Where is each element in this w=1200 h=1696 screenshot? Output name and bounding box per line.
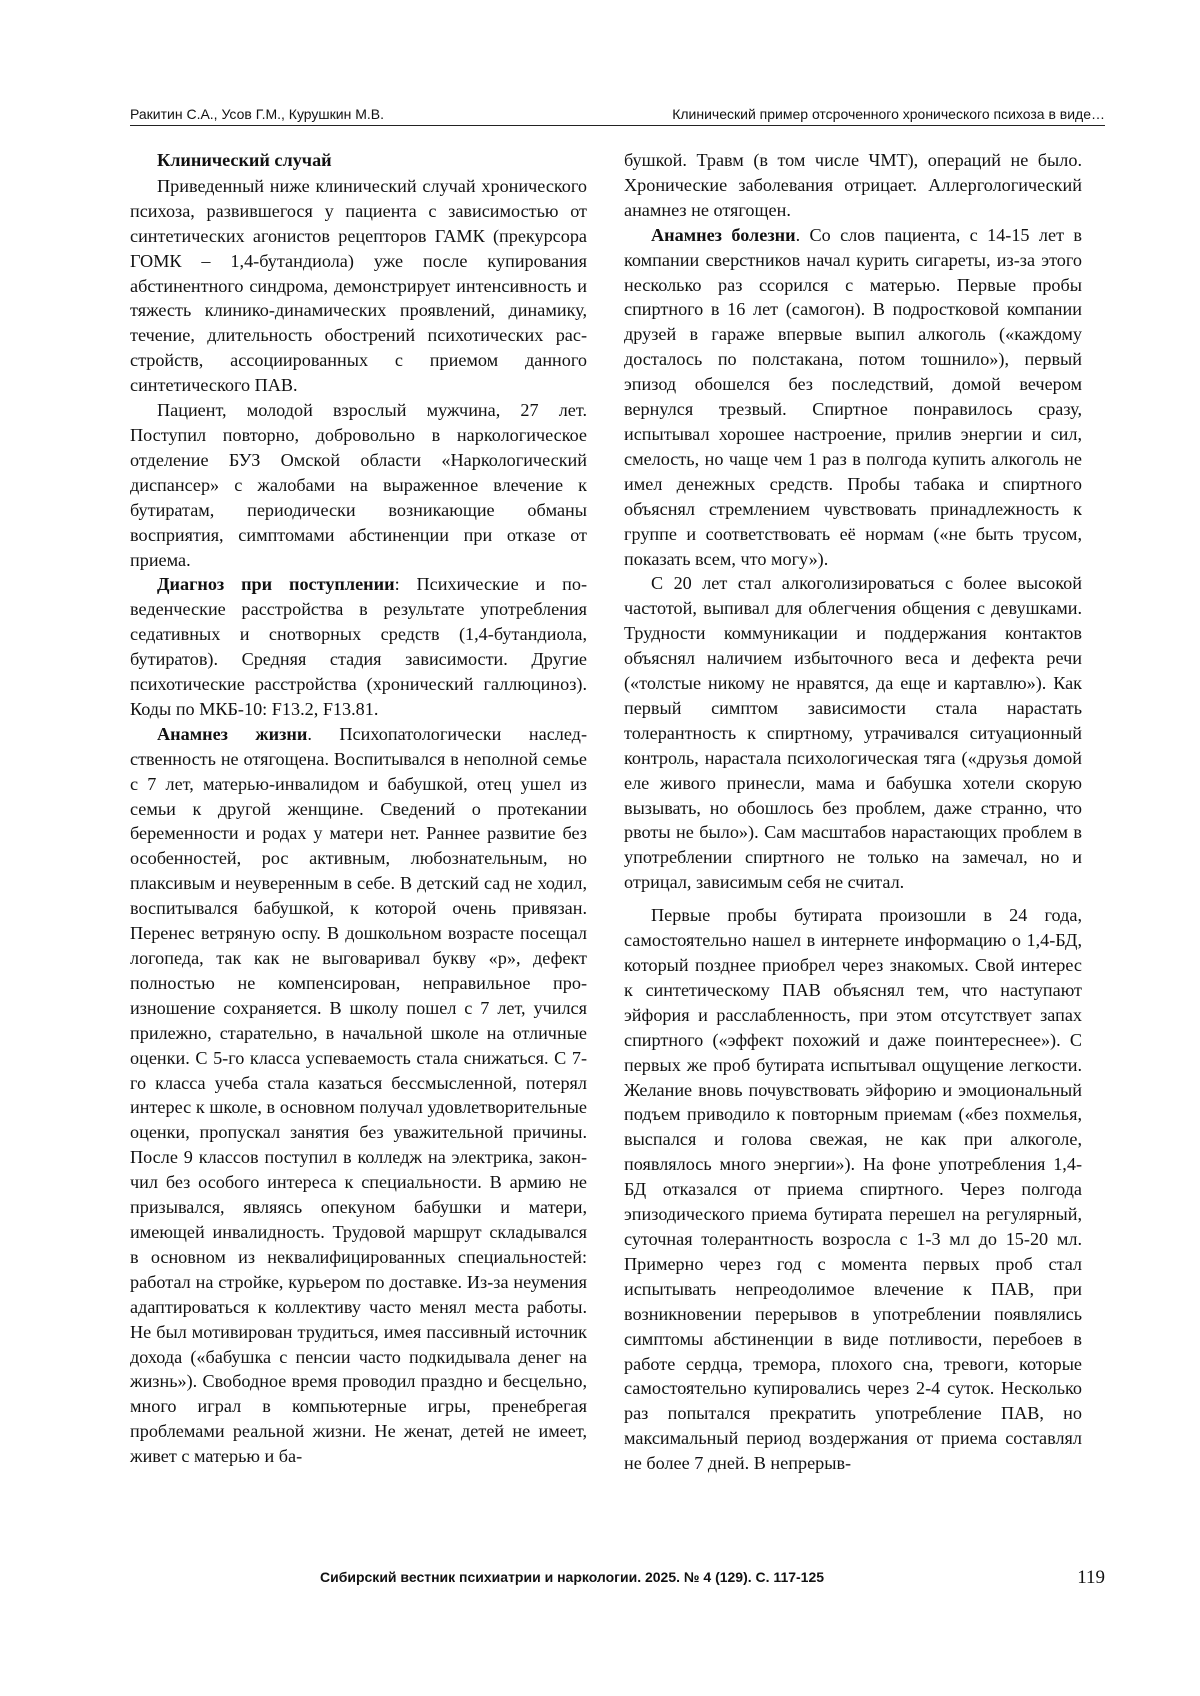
paragraph-butyrate: Первые пробы бутирата произошли в 24 года, самостоятельно нашел в интернете информацию о 1,4-БД, который позднее приобрел через знакомых. Свой интерес к синтетическому ПАВ объяснял тем, что наступают эйфория и расслабленность, при этом отсутствует запах спиртного («эффект похожий и даже поинтереснее»). С первых же проб бутирата испытывал ощущение легкости. Желание вновь почувствовать эйфорию и эмоциональный подъем приводило к повторным приемам («без похмелья, выспался и голова свежая, не как при алкоголе, появлялось много энергии»). На фоне употребления 1,4-БД отказался от приема спиртного. Через полгода эпизодического приема бутирата перешел на регулярный, суточная толерантность возросла с 1-3 мл до 15-20 мл. Примерно через год с момента первых проб стал испытывать непреодолимое влечение к ПАВ, при возникновении перерывов в употреблении появлялись симптомы абстиненции в виде потливости, перебоев в работе сердца, тремора, плохого сна, тревоги, которые самостоятельно купировались через 2-4 суток. Несколько раз попытался прекратить употребление ПАВ, но максимальный период воздержания от приема составлял не более 7 дней. В непрерыв- bbox=[624, 905, 1082, 1474]
paragraph-case-intro: Приведенный ниже клинический случай хронического психоза, развившегося у пациента с зависимостью от синтетических агонистов рецепторов ГАМК (прекурсора ГОМК – 1,4-бутандиола) уже после купирования абстинентного синдрома, демонстрирует интенсивность и тяжесть клинико-динамических проявлений, динамику, течение, длительность обострений психотических расстройств, ассоциированных с приемом данного синтетического ПАВ. bbox=[130, 175, 587, 396]
paragraph-alcohol: С 20 лет стал алкоголизироваться с более высокой частотой, выпивал для облегчения общения с девушками. Трудности коммуникации и поддержания контактов объяснял наличием избыточного веса и дефекта речи («толстые никому не нравятся, да еще и картавлю»). Как первый симптом зависимости стала нарастать толерантность к спиртному, утрачивался ситуационный контроль, нарастала психологическая тяга («друзья домой еле живого принесли, мама и бабушка хотели скорую вызывать, но обошлось без проблем, даже странно, что рвоты не было»). Сам масштабов нарастающих проблем в употреблении спиртного не только на замечал, но и отрицал, зависимым себя не считал. bbox=[624, 573, 1082, 893]
page-number: 119 bbox=[1077, 1567, 1105, 1588]
paragraph-continuation: бушкой. Травм (в том числе ЧМТ), операций не было. Хронические заболевания отрицает. Аллергологический анамнез не отягощен. bbox=[624, 150, 1082, 220]
diagnosis-text: : Психические и поведенческие расстройства в результате употребления седативных и снотворных средств (1,4-бутандиола, бутиратов). Средняя стадия зависимости. Другие психотические расстройства (хронический галлюциноз). Коды по МКБ-10: F13.2, F13.81. bbox=[130, 574, 587, 719]
life-history-text: . Психопатологически наследственность не отягощена. Воспитывался в неполной семье с 7 лет, матерью-инвалидом и бабушкой, отец ушел из семьи к другой женщине. Сведений о протекании беременности и родах у матери нет. Раннее развитие без особенностей, рос активным, любознательным, но плаксивым и неуверенным в себе. В детский сад не ходил, воспитывался бабушкой, к которой очень привязан. Перенес ветряную оспу. В дошкольном возрасте посещал логопеда, так как не выговаривал букву «р», дефект полностью не компенсирован, неправильное произношение сохраняется. В школу пошел с 7 лет, учился прилежно, старательно, в начальной школе на отличные оценки. С 5-го класса успеваемость стала снижаться. С 7-го класса учеба стала казаться бессмысленной, потерял интерес к школе, в основном получал удовлетворительные оценки, пропускал занятия без уважительной причины. После 9 классов поступил в колледж на электрика, закончил без особого интереса к специальности. В армию не призывался, являясь опекуном бабушки и матери, имеющей инвалидность. Трудовой маршрут складывался в основном из неквалифицированных специальностей: работал на стройке, курьером по доставке. Из-за неумения адаптироваться к коллективу часто менял места работы. Не был мотивирован трудиться, имея пассивный источник дохода («бабушка с пенсии часто подкидывала денег на жизнь»). Свободное время проводил праздно и бесцельно, много играл в компьютерные игры, пренебрегая проблемами реальной жизни. Не женат, детей не имеет, живет с матерью и ба- bbox=[130, 723, 587, 1467]
disease-history-text: . Со слов пациента, с 14-15 лет в компании сверстников начал курить сигареты, из-за этого несколько раз ссорился с матерью. Первые пробы спиртного в 16 лет (самогон). В подростковой компании друзей в гараже впервые выпил алкоголь («каждому досталось по полстакана, потом тошнило»), первый эпизод обошелся без последствий, домой вечером вернулся трезвый. Спиртное понравилось сразу, испытывал хорошее настроение, прилив энергии и сил, смелость, но чаще чем 1 раз в полгода купить алкоголь не имел денежных средств. Пробы табака и спиртного объяснял стремлением чувствовать принадлежность к группе и соответствовать её нормам («не быть трусом, показать всем, что могу»). bbox=[624, 224, 1082, 569]
paragraph-disease-history bbox=[624, 223, 1082, 572]
life-history-lead: Анамнез жизни bbox=[157, 723, 308, 744]
paragraph-life-history bbox=[130, 722, 587, 1469]
right-column bbox=[624, 148, 1082, 1476]
disease-history-lead: Анамнез болезни bbox=[651, 224, 796, 245]
left-column bbox=[130, 148, 587, 1469]
running-header bbox=[130, 103, 1105, 126]
diagnosis-lead: Диагноз при поступлении bbox=[157, 574, 395, 595]
paragraph-patient: Пациент, молодой взрослый мужчина, 27 лет. Поступил повторно, добровольно в наркологическое отделение БУЗ Омской области «Наркологический диспансер» с жалобами на выраженное влечение к бутиратам, периодически возникающие обманы восприятия, симптомами абстиненции при отказе от приема. bbox=[130, 400, 587, 570]
section-heading: Клинический случай bbox=[157, 150, 332, 170]
header-article-title: Клинический пример отсроченного хронического психоза в виде… bbox=[672, 106, 1105, 122]
journal-citation: Сибирский вестник психиатрии и наркологии. 2025. № 4 (129). С. 117-125 bbox=[320, 1569, 825, 1585]
page-footer bbox=[130, 1567, 1105, 1597]
header-authors: Ракитин С.А., Усов Г.М., Курушкин М.В. bbox=[130, 106, 384, 122]
paragraph-diagnosis bbox=[130, 572, 587, 721]
